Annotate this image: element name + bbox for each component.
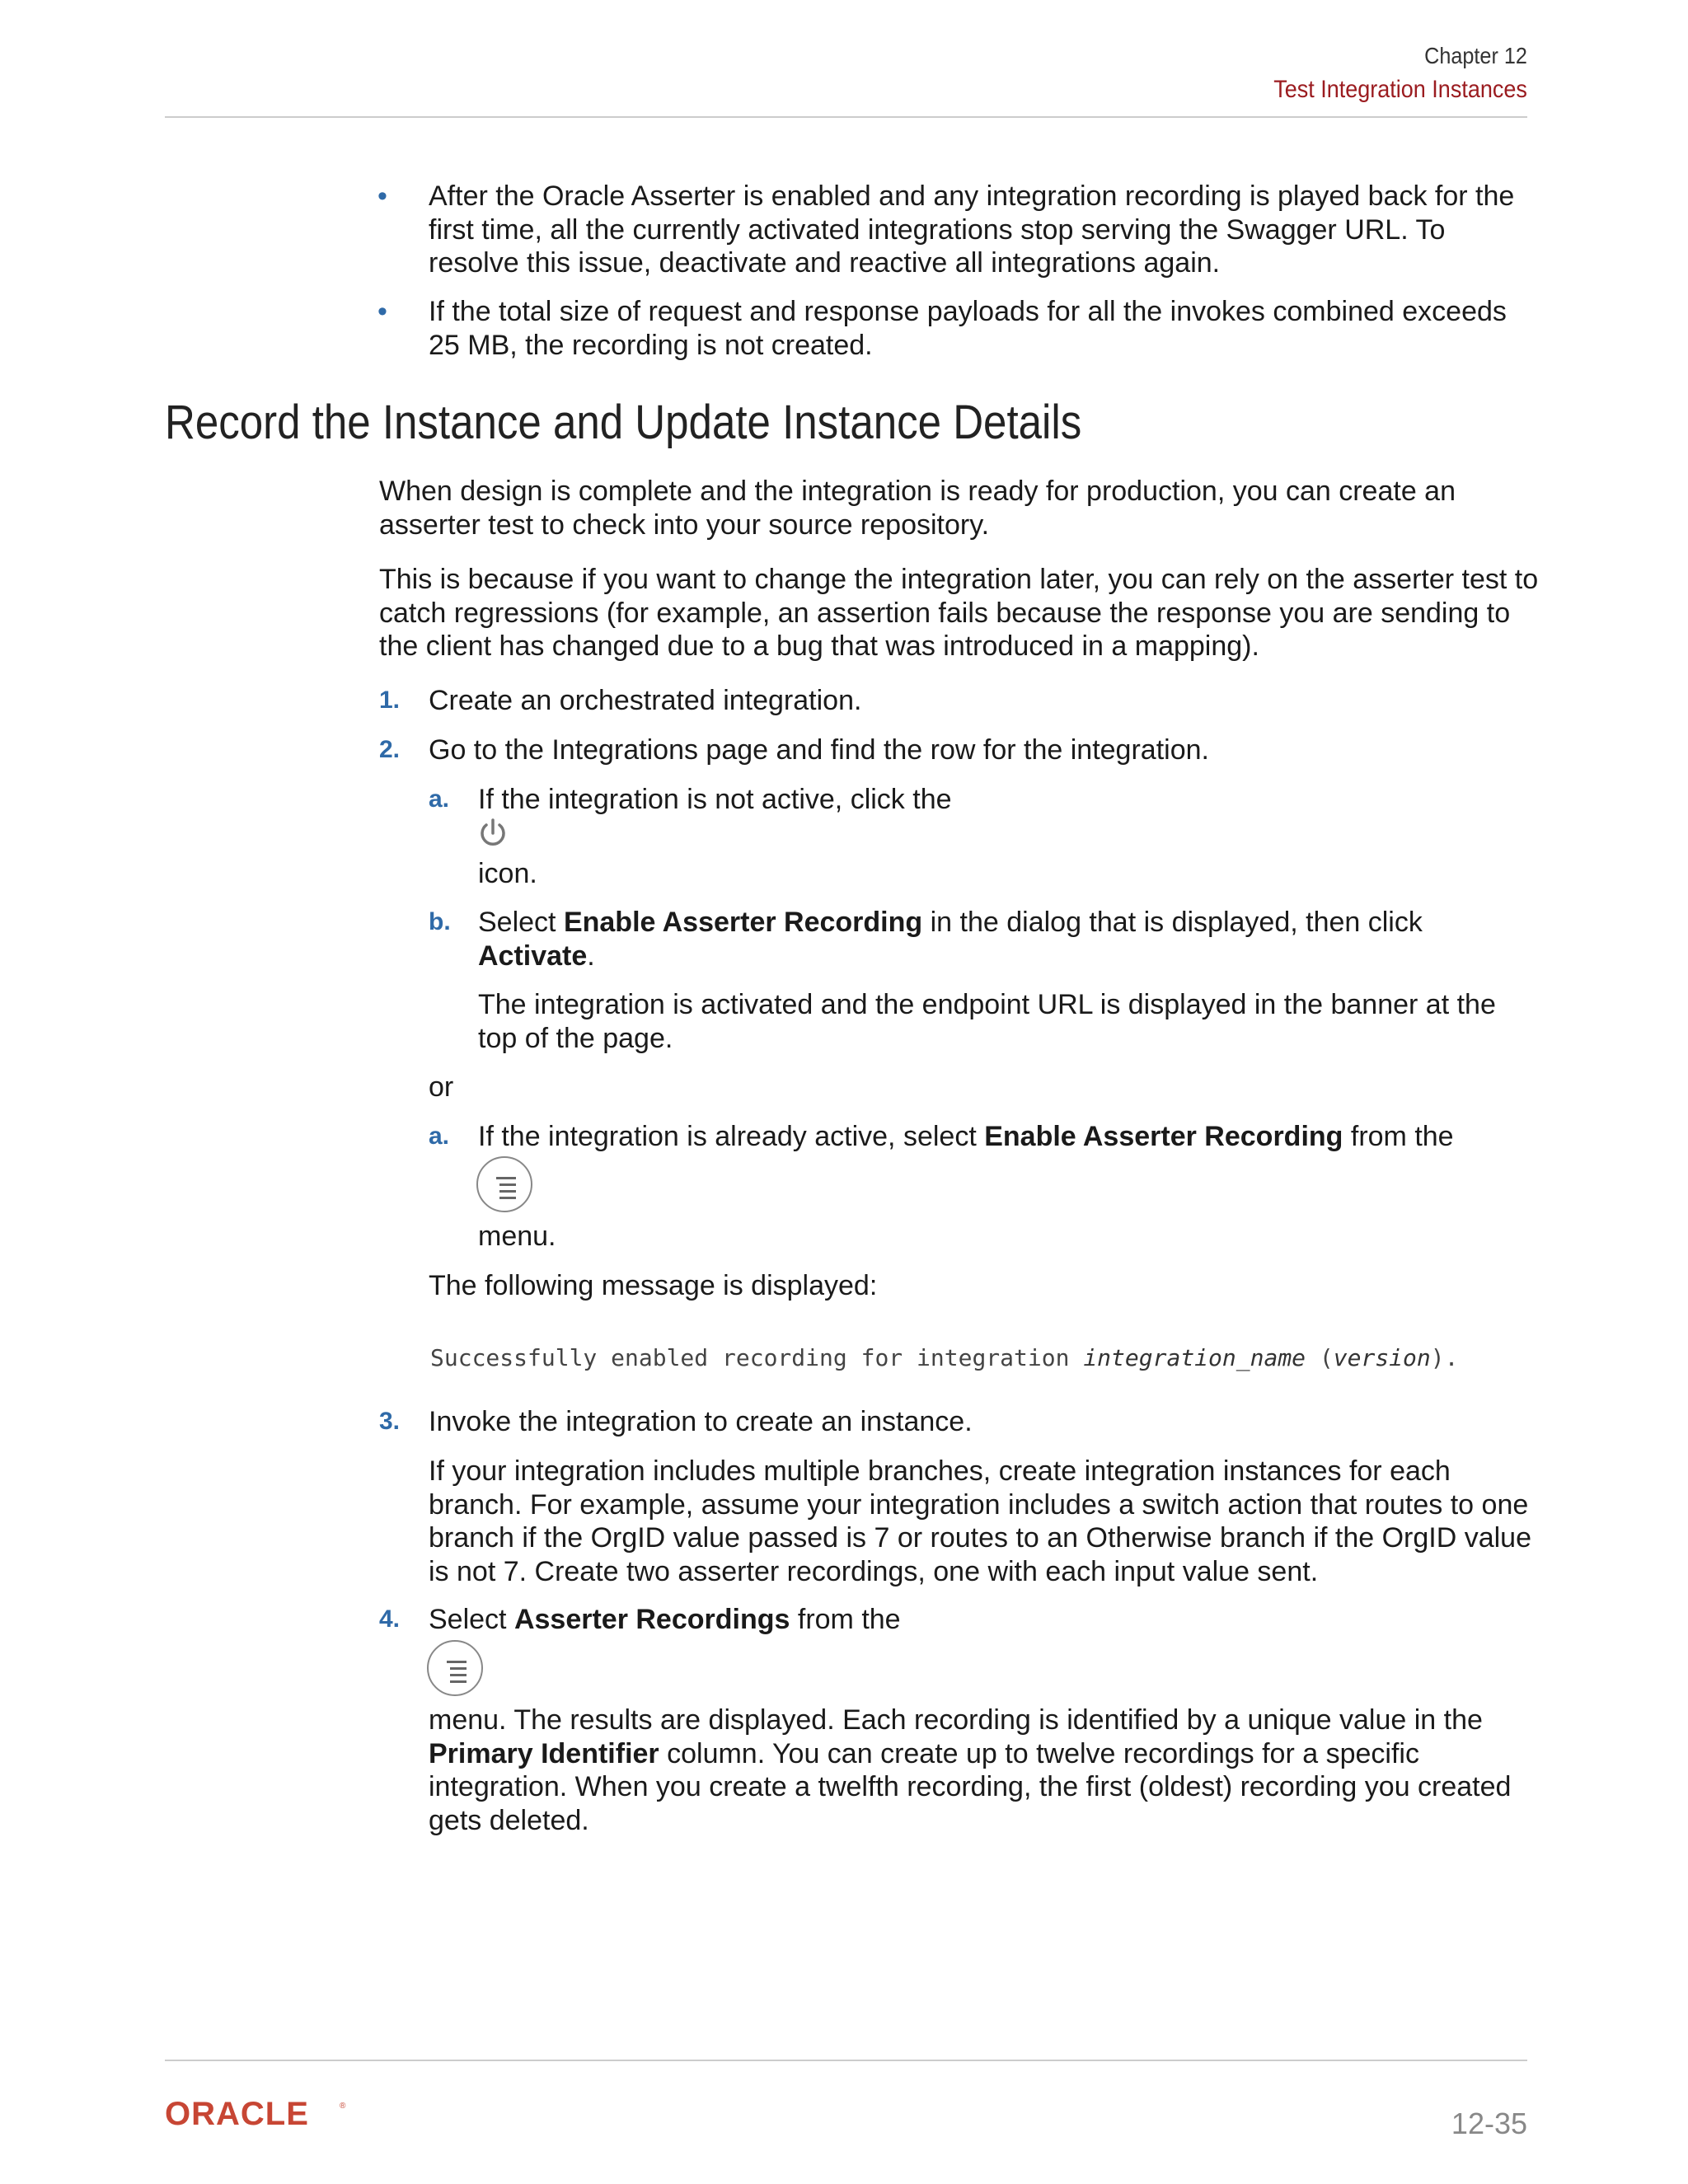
- or-separator: or: [429, 1071, 454, 1103]
- substep-text: If the integration is already active, select Enable Asserter Recording from the: [478, 1121, 1454, 1152]
- step-number: 4.: [379, 1605, 401, 1633]
- text-line: menu. The results are displayed. Each recording is identified by a unique value in the: [429, 1704, 1483, 1736]
- ui-label-bold: Activate: [478, 940, 588, 972]
- text-line: This is because if you want to change the integration later, you can rely on the asserter test to: [379, 564, 1539, 595]
- step-text: Invoke the integration to create an instance.: [429, 1406, 973, 1437]
- hamburger-menu-icon: [427, 1640, 483, 1696]
- bullet-marker: •: [377, 180, 387, 212]
- text-line: the client has changed due to a bug that was introduced in a mapping).: [379, 630, 1259, 662]
- text-line: If your integration includes multiple branches, create integration instances for each: [429, 1455, 1451, 1487]
- text-line: asserter test to check into your source repository.: [379, 509, 990, 541]
- bullet-item: [429, 295, 1507, 362]
- text-line: is not 7. Create two asserter recordings, one with each input value sent.: [429, 1555, 1319, 1587]
- text-line: catch regressions (for example, an assertion fails because the response you are sending to: [379, 597, 1511, 629]
- step-number: 1.: [379, 687, 401, 714]
- text-line: After the Oracle Asserter is enabled and any integration recording is played back for the: [429, 180, 1515, 212]
- message-intro: The following message is displayed:: [429, 1270, 878, 1301]
- substep-note: [478, 988, 1496, 1055]
- step-text: Create an orchestrated integration.: [429, 685, 862, 716]
- text-line: branch. For example, assume your integration includes a switch action that routes to one: [429, 1488, 1529, 1521]
- ui-label-bold: Enable Asserter Recording: [984, 1121, 1343, 1152]
- page-number: 12-35: [1451, 2107, 1527, 2140]
- text-line: The integration is activated and the endpoint URL is displayed in the banner at the: [478, 989, 1496, 1020]
- step-text: Select Asserter Recordings from the: [429, 1604, 901, 1635]
- footer-divider: [165, 2060, 1527, 2061]
- header-divider: [165, 116, 1527, 118]
- text-line: gets deleted.: [429, 1804, 589, 1836]
- step-text: Go to the Integrations page and find the row for the integration.: [429, 734, 1209, 766]
- substep-text: Select Enable Asserter Recording in the dialog that is displayed, then click Activate.: [478, 907, 1423, 972]
- power-icon: [476, 817, 509, 850]
- text-line: top of the page.: [478, 1022, 673, 1054]
- code-message: Successfully enabled recording for integration integration_name (version).: [430, 1344, 1459, 1371]
- text-line: integration. When you create a twelfth recording, the first (oldest) recording you created: [429, 1771, 1512, 1802]
- substep-text-after-icon: menu.: [478, 1221, 556, 1252]
- ui-label-bold: Enable Asserter Recording: [563, 907, 923, 938]
- text-line: If the total size of request and response payloads for all the invokes combined exceeds: [429, 296, 1507, 327]
- substep-letter: b.: [429, 908, 451, 935]
- step-number: 2.: [379, 736, 401, 763]
- intro-paragraph: [379, 563, 1538, 663]
- bullet-marker: •: [377, 296, 387, 327]
- substep-letter: a.: [429, 785, 450, 813]
- section-title: Test Integration Instances: [1273, 76, 1527, 103]
- text-line: first time, all the currently activated integrations stop serving the Swagger URL. To: [429, 213, 1446, 246]
- ui-label-bold: Asserter Recordings: [513, 1604, 790, 1635]
- step-detail: menu. The results are displayed. Each recording is identified by a unique value in the Primary Identifier column. You can create up to twelve recordings for a specific integration. When you create a twelfth recording, the first (oldest) recording you created gets deleted.: [429, 1704, 1512, 1836]
- svg-text:®: ®: [340, 2102, 346, 2111]
- substep-text: If the integration is not active, click the: [478, 784, 952, 815]
- text-line: When design is complete and the integration is ready for production, you can create an: [379, 476, 1456, 507]
- oracle-logo-icon: [165, 2098, 354, 2130]
- bullet-item: [429, 180, 1514, 280]
- section-heading: Record the Instance and Update Instance Details: [165, 396, 1082, 449]
- substep-letter: a.: [429, 1122, 450, 1150]
- text-line: branch if the OrgID value passed is 7 or routes to an Otherwise branch if the OrgID value: [429, 1522, 1532, 1554]
- text-line: 25 MB, the recording is not created.: [429, 329, 873, 361]
- hamburger-menu-icon: [476, 1156, 532, 1212]
- chapter-label: Chapter 12: [1424, 43, 1527, 68]
- svg-text:ORACLE: ORACLE: [165, 2098, 309, 2130]
- text-line: resolve this issue, deactivate and reactive all integrations again.: [429, 247, 1221, 279]
- step-detail: [429, 1455, 1531, 1588]
- substep-text-after-icon: icon.: [478, 858, 537, 889]
- intro-paragraph: [379, 475, 1456, 541]
- oracle-logo: [165, 2098, 354, 2134]
- ui-label-bold: Primary Identifier: [429, 1737, 659, 1769]
- step-number: 3.: [379, 1408, 401, 1435]
- page-header: [1245, 40, 1527, 107]
